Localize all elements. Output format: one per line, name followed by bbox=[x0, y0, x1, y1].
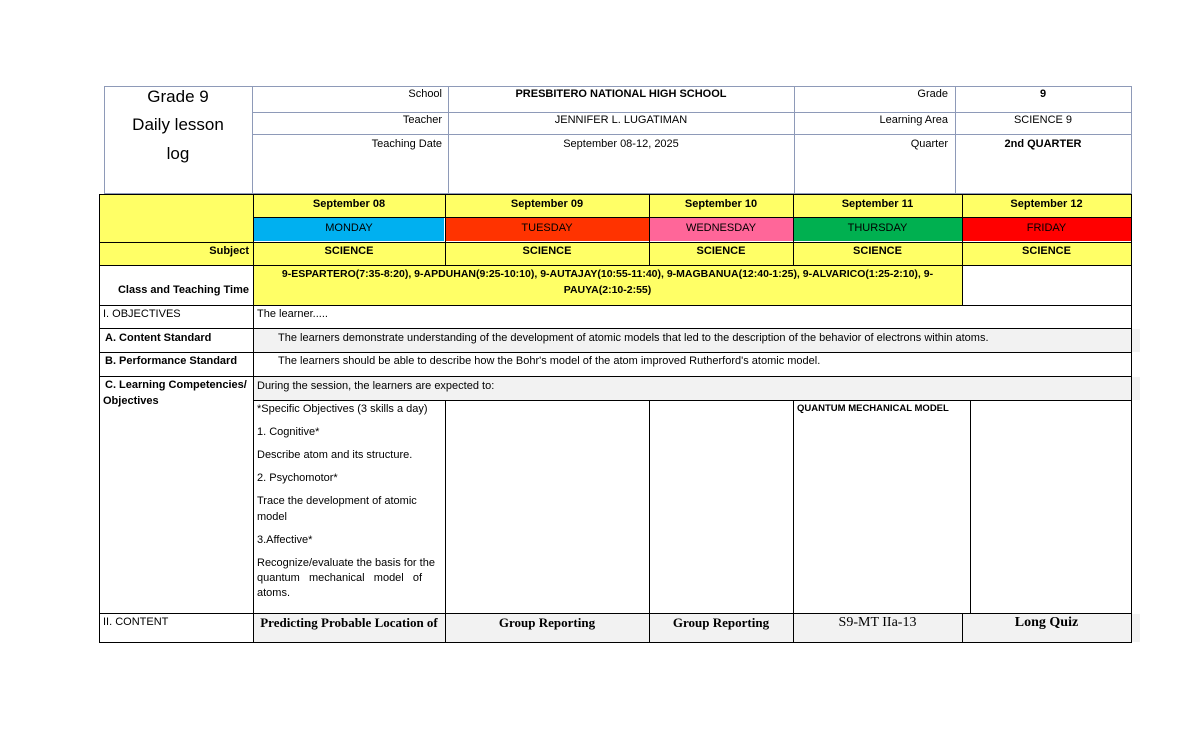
subject-tuesday: SCIENCE bbox=[522, 245, 572, 257]
grade-value: 9 bbox=[1039, 88, 1047, 100]
specific-objective-line: Describe atom and its structure. bbox=[257, 449, 413, 461]
content-monday: Predicting Probable Location of bbox=[260, 615, 438, 630]
class-time-line2: PAUYA(2:10-2:55) bbox=[563, 284, 652, 296]
content-standard-value: The learners demonstrate understanding of the development of atomic models that led to the description of the behavior of electrons within atoms. bbox=[278, 332, 989, 344]
content-label: II. CONTENT bbox=[103, 616, 169, 628]
content-wednesday: Group Reporting bbox=[672, 615, 770, 630]
teacher-label: Teacher bbox=[402, 114, 442, 126]
specific-objective-line: Trace the development of atomic bbox=[257, 495, 417, 507]
objectives-value: The learner..... bbox=[257, 308, 328, 320]
school-label: School bbox=[408, 88, 442, 100]
day-thursday: THURSDAY bbox=[847, 222, 908, 234]
page-title-line2: Daily lesson bbox=[132, 115, 224, 134]
learning-area-label: Learning Area bbox=[879, 114, 948, 126]
specific-objective-line: 1. Cognitive* bbox=[257, 426, 320, 438]
page-title-line3: log bbox=[166, 144, 190, 163]
specific-objective-line: quantum mechanical model of bbox=[257, 572, 423, 584]
specific-objective-line: atoms. bbox=[257, 587, 291, 599]
learning-area-value: SCIENCE 9 bbox=[1013, 114, 1073, 126]
blank-corner-fill bbox=[99, 217, 253, 242]
specific-objective-line: model bbox=[257, 511, 287, 523]
performance-standard-value: The learners should be able to describe how the Bohr's model of the atom improved Rutherford's atomic model. bbox=[278, 355, 821, 367]
content-thursday: S9-MT IIa-13 bbox=[838, 615, 917, 630]
date-monday: September 08 bbox=[312, 198, 386, 210]
day-friday: FRIDAY bbox=[1026, 222, 1067, 234]
specific-objective-line: Recognize/evaluate the basis for the bbox=[257, 557, 435, 569]
teaching-date-value: September 08-12, 2025 bbox=[563, 138, 679, 150]
teaching-date-label: Teaching Date bbox=[371, 138, 442, 150]
content-friday: Long Quiz bbox=[1014, 615, 1079, 630]
class-time-label: Class and Teaching Time bbox=[117, 284, 249, 296]
quarter-label: Quarter bbox=[910, 138, 948, 150]
class-time-line1: 9-ESPARTERO(7:35-8:20), 9-APDUHAN(9:25-10:10), 9-AUTAJAY(10:55-11:40), 9-MAGBANUA(12:40-1:25), 9-ALVARICO(1:25-2:10), 9- bbox=[281, 268, 934, 280]
subject-friday: SCIENCE bbox=[1022, 245, 1071, 257]
subject-wednesday: SCIENCE bbox=[696, 245, 746, 257]
teacher-value: JENNIFER L. LUGATIMAN bbox=[554, 114, 688, 126]
day-tuesday: TUESDAY bbox=[521, 222, 573, 234]
subject-thursday: SCIENCE bbox=[853, 245, 902, 257]
subject-monday: SCIENCE bbox=[324, 245, 374, 257]
quarter-value: 2nd QUARTER bbox=[1004, 138, 1082, 150]
competencies-value: During the session, the learners are expected to: bbox=[257, 380, 495, 392]
specific-objective-line: 3.Affective* bbox=[257, 534, 313, 546]
school-value: PRESBITERO NATIONAL HIGH SCHOOL bbox=[515, 88, 727, 100]
date-friday: September 12 bbox=[1010, 198, 1083, 210]
date-wednesday: September 10 bbox=[684, 198, 758, 210]
date-thursday: September 11 bbox=[841, 198, 914, 210]
grade-label: Grade bbox=[917, 88, 948, 100]
page-title-line1: Grade 9 bbox=[147, 87, 209, 106]
specific-objective-line: 2. Psychomotor* bbox=[257, 472, 338, 484]
specific-objective-line: *Specific Objectives (3 skills a day) bbox=[257, 403, 428, 415]
competencies-label-line2: Objectives bbox=[103, 395, 159, 407]
date-tuesday: September 09 bbox=[510, 198, 584, 210]
competencies-label-line1: C. Learning Competencies/ bbox=[105, 379, 247, 391]
objectives-label: I. OBJECTIVES bbox=[103, 308, 181, 320]
day-monday: MONDAY bbox=[325, 222, 373, 234]
content-standard-label: A. Content Standard bbox=[105, 332, 212, 344]
performance-standard-label: B. Performance Standard bbox=[105, 355, 238, 367]
subject-label: Subject bbox=[209, 245, 249, 257]
content-tuesday: Group Reporting bbox=[498, 615, 596, 630]
day-wednesday: WEDNESDAY bbox=[685, 222, 757, 234]
thursday-objective-note: QUANTUM MECHANICAL MODEL bbox=[797, 403, 949, 414]
